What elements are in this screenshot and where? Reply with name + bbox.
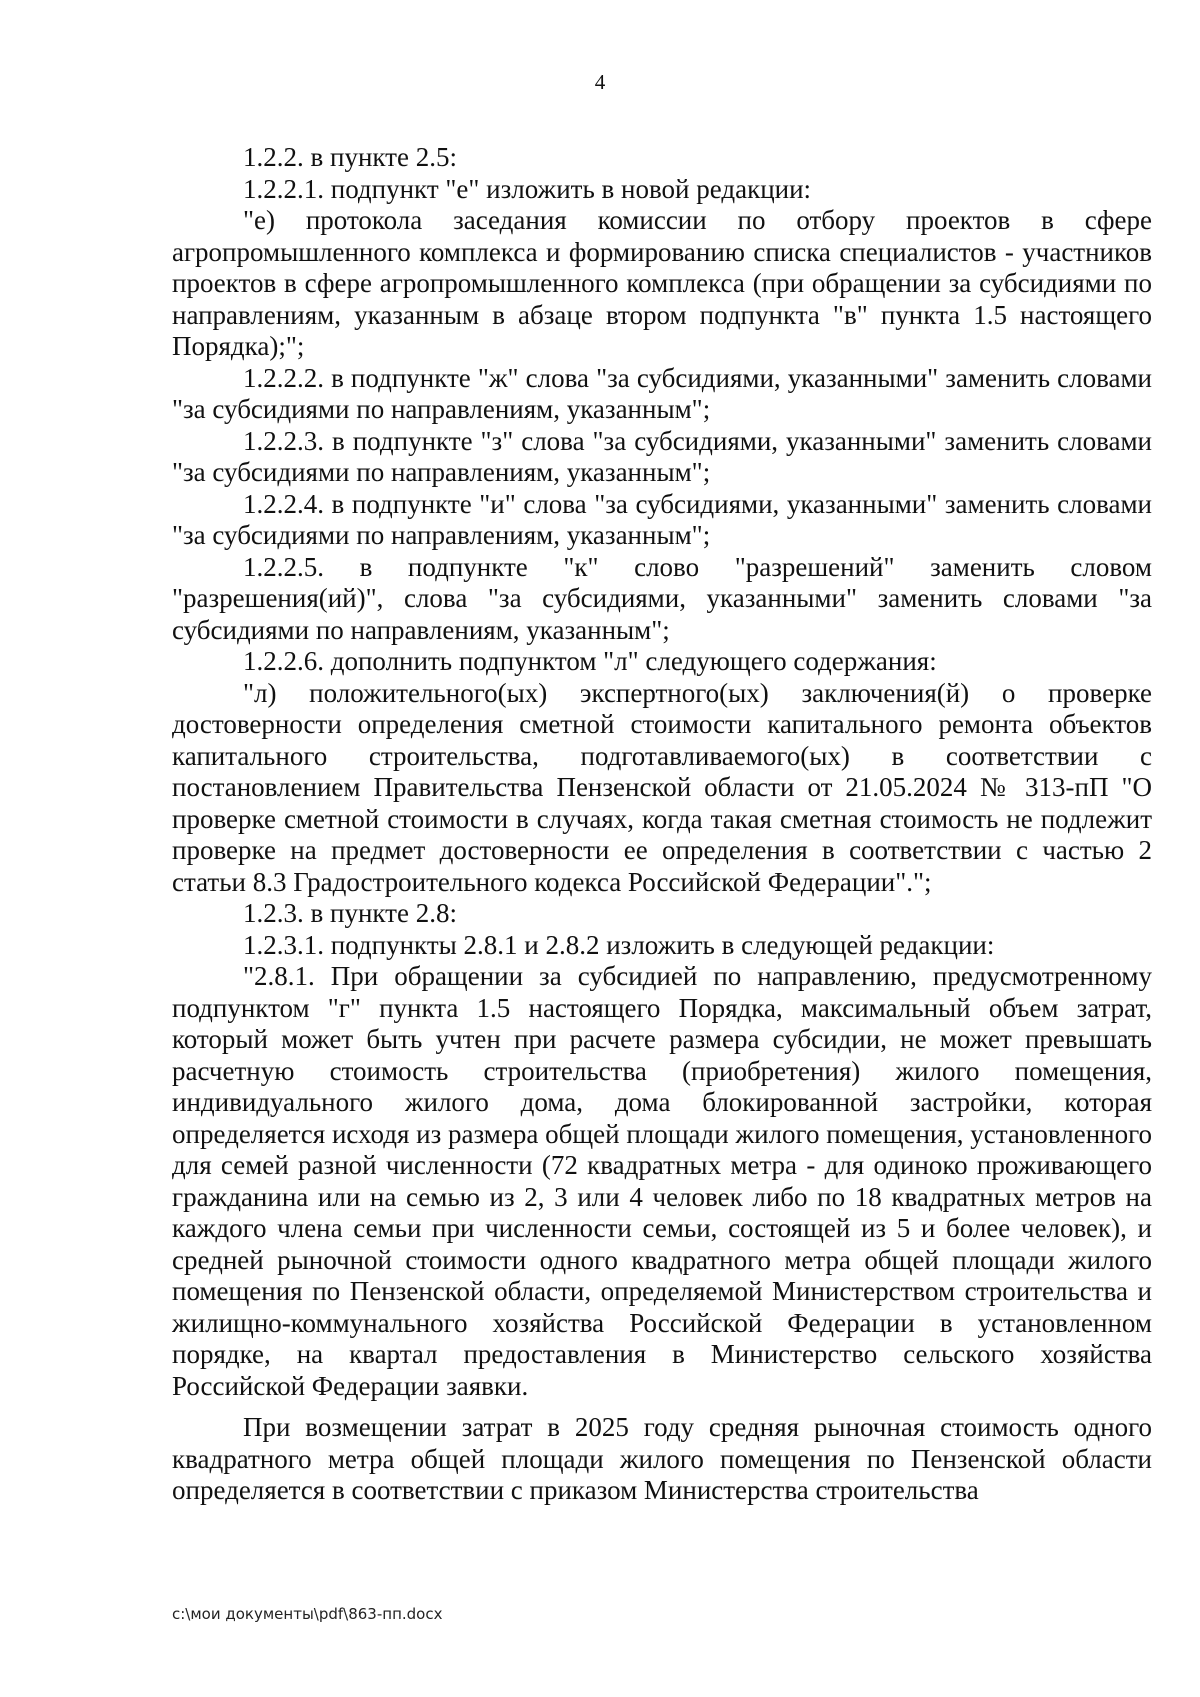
paragraph-cost-2025: При возмещении затрат в 2025 году средняя рыночная стоимость одного квадратного метра общей площади жилого помещения по Пензенской области определяется в соответствии с приказом Министерства строительства <box>172 1412 1152 1505</box>
paragraph-1-2-3: 1.2.3. в пункте 2.8: <box>243 898 457 928</box>
page-number: 4 <box>594 70 606 94</box>
paragraph-1-2-2-2: 1.2.2.2. в подпункте "ж" слова "за субсидиями, указанными" заменить словами "за субсидиями по направлениям, указанным"; <box>172 362 1152 424</box>
paragraph-1-2-3-1: 1.2.3.1. подпункты 2.8.1 и 2.8.2 изложить в следующей редакции: <box>243 929 995 960</box>
paragraph-1-2-2: 1.2.2. в пункте 2.5: <box>243 142 457 172</box>
paragraph-1-2-2-5: 1.2.2.5. в подпункте "к" слово "разрешений" заменить словом "разрешения(ий)", слова "за субсидиями, указанными" заменить словами "за субсидиями по направлениям, указанным"; <box>172 551 1152 645</box>
paragraph-2-8-1: "2.8.1. При обращении за субсидией по направлению, предусмотренному подпунктом "г" пункта 1.5 настоящего Порядка, максимальный объем затрат, который может быть учтен при расчете размера субсидии, не может превышать расчетную стоимость строительства (приобретения) жилого помещения, индивидуального жилого дома, дома блокированной застройки, которая определяется исходя из размера общей площади жилого помещения, установленного для семей разной численности (72 квадратных метра - для одиноко проживающего гражданина или на семью из 2, 3 или 4 человек либо по 18 квадратных метров на каждого члена семьи при численности семьи, состоящей из 5 и более человек), и средней рыночной стоимости одного квадратного метра общей площади жилого помещения по Пензенской области, определяемой Министерством строительства и жилищно-коммунального хозяйства Российской Федерации в установленном порядке, на квартал предоставления в Министерство сельского хозяйства Российской Федерации заявки. <box>172 961 1152 1401</box>
document-body <box>172 142 1152 1507</box>
paragraph-1-2-2-4: 1.2.2.4. в подпункте "и" слова "за субсидиями, указанными" заменить словами "за субсидиями по направлениям, указанным"; <box>172 488 1152 550</box>
paragraph-1-2-2-1: 1.2.2.1. подпункт "е" изложить в новой редакции: <box>243 173 812 204</box>
footer-file-path: c:\мои документы\pdf\863-пп.docx <box>172 1605 443 1623</box>
paragraph-subitem-l: "л) положительного(ых) экспертного(ых) заключения(й) о проверке достоверности определения сметной стоимости капитального ремонта объектов капитального строительства, подготавливаемого(ых) в соответствии с постановлением Правительства Пензенской области от 21.05.2024 № 313-пП "О проверке сметной стоимости в случаях, когда такая сметная стоимость не подлежит проверке на предмет достоверности ее определения в соответствии с частью 2 статьи 8.3 Градостроительного кодекса Российской Федерации"."; <box>172 677 1152 897</box>
paragraph-1-2-2-3: 1.2.2.3. в подпункте "з" слова "за субсидиями, указанными" заменить словами "за субсидиями по направлениям, указанным"; <box>172 425 1152 487</box>
paragraph-1-2-2-6: 1.2.2.6. дополнить подпунктом "л" следующего содержания: <box>243 646 937 676</box>
paragraph-subitem-e: "е) протокола заседания комиссии по отбору проектов в сфере агропромышленного комплекса и формированию списка специалистов - участников проектов в сфере агропромышленного комплекса (при обращении за субсидиями по направлениям, указанным в абзаце втором подпункта "в" пункта 1.5 настоящего Порядка);"; <box>172 205 1152 361</box>
